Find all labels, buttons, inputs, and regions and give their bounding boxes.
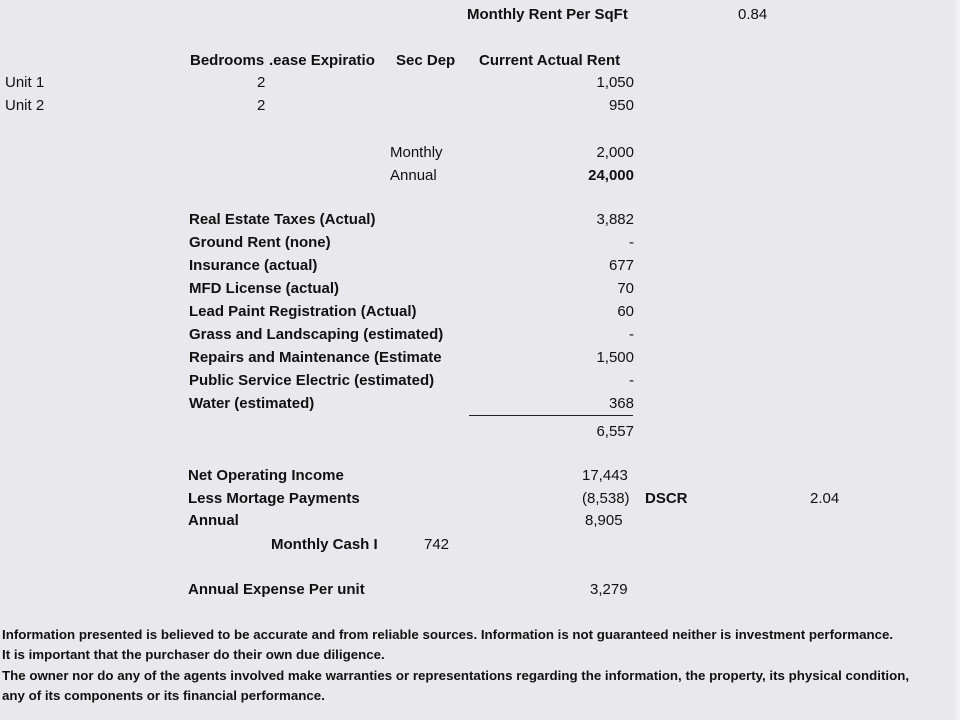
expense-value: 368 — [608, 395, 634, 412]
disclaimer-line: any of its components or its financial performance. — [2, 688, 325, 703]
unit-rent: 1,050 — [596, 74, 634, 91]
disclaimer-line: The owner nor do any of the agents involved make warranties or representations regarding the information, the property, its physical condition, — [2, 668, 910, 683]
annual-income-value: 24,000 — [588, 167, 634, 184]
expense-label: Grass and Landscaping (estimated) — [189, 326, 444, 343]
col-header-lease-expiration: .ease Expiratio — [269, 52, 375, 69]
unit-name: Unit 2 — [5, 97, 45, 114]
expense-label: MFD License (actual) — [189, 280, 340, 297]
noi-label: Net Operating Income — [188, 467, 344, 484]
expense-value: 60 — [617, 303, 634, 320]
expense-value: 70 — [617, 280, 634, 297]
annual-cash-value: 8,905 — [585, 512, 623, 529]
dscr-label: DSCR — [645, 490, 688, 507]
annual-cash-label: Annual — [188, 512, 239, 529]
col-header-sec-dep: Sec Dep — [396, 52, 456, 69]
col-header-bedrooms: Bedrooms — [190, 52, 265, 69]
mortgage-value: (8,538) — [582, 490, 630, 507]
unit-rent: 950 — [608, 97, 634, 114]
expense-value: 3,882 — [596, 211, 634, 228]
expense-per-unit-label: Annual Expense Per unit — [188, 581, 365, 598]
monthly-cash-label: Monthly Cash I — [271, 536, 378, 553]
monthly-cash-value: 742 — [424, 536, 450, 553]
noi-value: 17,443 — [582, 467, 628, 484]
unit-bedrooms: 2 — [257, 97, 266, 114]
expense-value: - — [629, 326, 634, 343]
expense-label: Ground Rent (none) — [189, 234, 331, 251]
page-edge-shading — [952, 0, 960, 720]
monthly-income-value: 2,000 — [596, 144, 634, 161]
dscr-value: 2.04 — [810, 490, 840, 507]
rent-per-sqft-value: 0.84 — [738, 6, 768, 23]
unit-name: Unit 1 — [5, 74, 45, 91]
expense-value: 677 — [608, 257, 634, 274]
expense-total: 6,557 — [596, 423, 634, 440]
expense-label: Repairs and Maintenance (Estimate — [189, 349, 442, 366]
total-underline — [469, 415, 633, 416]
mortgage-label: Less Mortage Payments — [188, 490, 360, 507]
col-header-current-rent: Current Actual Rent — [479, 52, 621, 69]
expense-label: Lead Paint Registration (Actual) — [189, 303, 417, 320]
annual-income-label: Annual — [390, 167, 437, 184]
monthly-income-label: Monthly — [390, 144, 443, 161]
expense-label: Water (estimated) — [189, 395, 315, 412]
expense-per-unit-value: 3,279 — [590, 581, 628, 598]
disclaimer-line: It is important that the purchaser do their own due diligence. — [2, 647, 385, 662]
expense-label: Real Estate Taxes (Actual) — [189, 211, 376, 228]
expense-label: Insurance (actual) — [189, 257, 318, 274]
expense-value: - — [629, 372, 634, 389]
expense-label: Public Service Electric (estimated) — [189, 372, 435, 389]
unit-bedrooms: 2 — [257, 74, 266, 91]
disclaimer-line: Information presented is believed to be accurate and from reliable sources. Information is not guaranteed neither is investment performance. — [2, 627, 894, 642]
expense-value: - — [629, 234, 634, 251]
rent-per-sqft-label: Monthly Rent Per SqFt — [467, 6, 628, 23]
expense-value: 1,500 — [596, 349, 634, 366]
